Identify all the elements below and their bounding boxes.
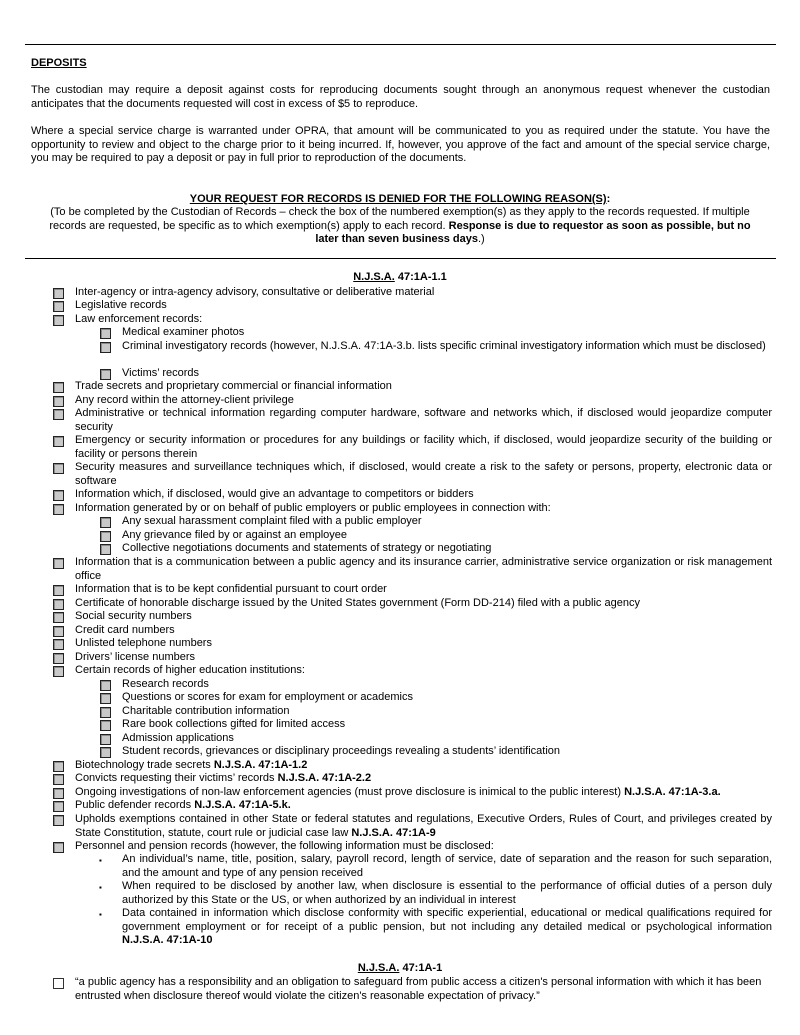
exemption-text: Drivers’ license numbers <box>75 651 196 663</box>
exemption-text: Personnel and pension records (however, the following information must be disclosed: <box>75 840 494 852</box>
exemption-checkbox[interactable] <box>53 558 64 569</box>
exemption-checkbox[interactable] <box>53 504 64 515</box>
exemption-text: Public defender records N.J.S.A. 47:1A-5.k. <box>75 799 291 811</box>
exemption-checkbox[interactable] <box>53 774 64 785</box>
bullet-text: An individual’s name, title, position, salary, payroll record, length of service, date of separation and the reason for such separation, and the amount and type of any pension received <box>122 853 772 879</box>
exemption-checkbox[interactable] <box>53 436 64 447</box>
top-rule <box>25 44 776 45</box>
exemption-text: Information which, if disclosed, would give an advantage to competitors or bidders <box>75 488 474 500</box>
exemption-text: Security measures and surveillance techniques which, if disclosed, would create a risk to the safety or persons, property, electronic data or software <box>75 461 772 487</box>
exemption-text: Research records <box>122 678 209 690</box>
exemption-checkbox[interactable] <box>53 612 64 623</box>
exemption-text: Trade secrets and proprietary commercial or financial information <box>75 380 392 392</box>
bullet-icon: ▪ <box>99 883 102 892</box>
exemption-text: Inter-agency or intra-agency advisory, consultative or deliberative material <box>75 286 435 298</box>
exemption-text: Any grievance filed by or against an employee <box>122 529 348 541</box>
section-statute-label: N.J.S.A. <box>353 271 395 283</box>
exemption-checkbox[interactable] <box>53 815 64 826</box>
exemption-checkbox[interactable] <box>53 626 64 637</box>
exemption-text: Information that is a communication between a public agency and its insurance carrier, administrative service organization or risk management office <box>75 556 772 582</box>
exemption-checkbox[interactable] <box>100 693 111 704</box>
exemption-text: Emergency or security information or procedures for any buildings or facility which, if disclosed, would jeopardize security of the building or facility or persons therein <box>75 434 772 460</box>
exemption-checkbox[interactable] <box>100 328 111 339</box>
exemption-text: Admission applications <box>122 732 234 744</box>
exemption-checkbox[interactable] <box>53 788 64 799</box>
exemption-checkbox[interactable] <box>53 315 64 326</box>
exemption-text: Victims’ records <box>122 367 200 379</box>
bullet-citation: N.J.S.A. 47:1A-10 <box>122 934 213 946</box>
exemption-text: Any record within the attorney-client privilege <box>75 394 294 406</box>
exemption-checkbox[interactable] <box>100 747 111 758</box>
exemption-text: Rare book collections gifted for limited access <box>122 718 346 730</box>
exemption-checkbox[interactable] <box>53 653 64 664</box>
exemption-citation: N.J.S.A. 47:1A-2.2 <box>277 772 372 784</box>
exemption-citation: N.J.S.A. 47:1A-5.k. <box>194 799 291 811</box>
exemption-text: Administrative or technical information regarding computer hardware, software and networks which, if disclosed would jeopardize computer security <box>75 407 772 433</box>
privacy-checkbox[interactable] <box>53 978 64 989</box>
denial-title-colon: : <box>606 193 611 205</box>
exemption-text: Convicts requesting their victims’ records N.J.S.A. 47:1A-2.2 <box>75 772 372 784</box>
exemption-text: Information that is to be kept confidential pursuant to court order <box>75 583 387 595</box>
exemption-text: Collective negotiations documents and statements of strategy or negotiating <box>122 542 492 554</box>
exemption-text: Any sexual harassment complaint filed with a public employer <box>122 515 422 527</box>
exemption-text: Criminal investigatory records (however, N.J.S.A. 47:1A-3.b. lists specific criminal investigatory information which must be disclosed) <box>122 340 766 352</box>
section-title-1 <box>0 962 800 974</box>
exemption-checkbox[interactable] <box>53 585 64 596</box>
privacy-exemption-row <box>0 976 800 1006</box>
exemption-checkbox[interactable] <box>100 734 111 745</box>
exemption-text: Information generated by or on behalf of public employers or public employees in connection with: <box>75 502 551 514</box>
exemption-text: Credit card numbers <box>75 624 175 636</box>
exemption-text: Certificate of honorable discharge issued by the United States government (Form DD-214) filed with a public agency <box>75 597 640 609</box>
denial-instructions-text: (To be completed by the Custodian of Records – check the box of the numbered exemption(s) as they apply to the records requested. If multiple records are requested, be specific as to which exemption(s) apply to each record. <box>49 206 750 232</box>
exemption-checkbox[interactable] <box>53 639 64 650</box>
bullet-icon: ▪ <box>99 856 102 865</box>
exemption-text: Questions or scores for exam for employment or academics <box>122 691 414 703</box>
exemption-checkbox[interactable] <box>53 288 64 299</box>
bullet-text: Data contained in information which disclose conformity with specific experiential, educational or medical qualifications required for government employment or for receipt of a public pension, but not including any detailed medical or psychological information N.J.S.A. 47:1A-10 <box>122 907 772 946</box>
bullet-icon: ▪ <box>99 910 102 919</box>
exemption-checkbox[interactable] <box>53 382 64 393</box>
middle-rule <box>25 258 776 259</box>
exemption-checkbox[interactable] <box>53 842 64 853</box>
section-title-1-1 <box>0 271 800 283</box>
exemption-text: Unlisted telephone numbers <box>75 637 212 649</box>
privacy-exemption-text: “a public agency has a responsibility and an obligation to safeguard from public access a citizen's personal information with which it has been entrusted when disclosure thereof would violate the citizen's reasonable expectation of privacy.” <box>75 976 762 1002</box>
exemption-checkbox[interactable] <box>53 463 64 474</box>
exemption-checkbox[interactable] <box>100 680 111 691</box>
exemption-checkbox[interactable] <box>100 720 111 731</box>
exemption-text: Ongoing investigations of non-law enforcement agencies (must prove disclosure is inimical to the public interest) N.J.S.A. 47:1A-3.a. <box>75 786 721 798</box>
exemption-checkbox[interactable] <box>53 409 64 420</box>
exemption-checkbox[interactable] <box>100 369 111 380</box>
denial-title-text: YOUR REQUEST FOR RECORDS IS DENIED FOR THE FOLLOWING REASON(S) <box>189 193 607 205</box>
section-number: 47:1A-1.1 <box>394 271 447 283</box>
exemption-checkbox[interactable] <box>100 544 111 555</box>
denial-instructions-end: .) <box>477 233 485 246</box>
exemption-text: Social security numbers <box>75 610 192 622</box>
exemption-text: Legislative records <box>75 299 167 311</box>
exemption-checkbox[interactable] <box>100 531 111 542</box>
denial-title <box>40 193 760 207</box>
deposits-paragraph-1: The custodian may require a deposit against costs for reproducing documents sought through an anonymous request whenever the custodian anticipates that the documents requested will cost in excess of $5 to reproduce. <box>31 84 770 110</box>
exemption-text: Biotechnology trade secrets N.J.S.A. 47:1A-1.2 <box>75 759 308 771</box>
denial-deadline-text: Response is due to requestor as soon as possible, but no later than seven business days <box>315 219 751 246</box>
exemption-checkbox[interactable] <box>53 599 64 610</box>
exemption-text: Medical examiner photos <box>122 326 245 338</box>
exemption-citation: N.J.S.A. 47:1A-9 <box>351 826 436 839</box>
section2-statute-label: N.J.S.A. <box>357 962 400 974</box>
exemption-text: Certain records of higher education institutions: <box>75 664 305 676</box>
exemption-checkbox[interactable] <box>100 517 111 528</box>
exemption-checkbox[interactable] <box>53 761 64 772</box>
exemption-text: Charitable contribution information <box>122 705 290 717</box>
exemption-checkbox[interactable] <box>53 396 64 407</box>
exemption-citation: N.J.S.A. 47:1A-3.a. <box>624 786 721 798</box>
exemption-text: Law enforcement records: <box>75 313 203 325</box>
exemption-text: Upholds exemptions contained in other State or federal statutes and regulations, Executive Orders, Rules of Court, and privileges created by State Constitution, statute, court rule or judicial case law N.J.S.A. 47:1A-9 <box>75 813 772 839</box>
denial-instructions <box>40 206 760 247</box>
bullet-text: When required to be disclosed by another law, when disclosure is essential to the performance of official duties of a person duly authorized by this State or the US, or when authorized by an individual in interest <box>122 880 772 906</box>
exemption-text: Student records, grievances or disciplinary proceedings revealing a students’ identification <box>122 745 561 757</box>
exemption-checkbox[interactable] <box>53 490 64 501</box>
exemption-checkbox[interactable] <box>53 801 64 812</box>
exemption-citation: N.J.S.A. 47:1A-1.2 <box>213 759 308 771</box>
exemption-checkbox[interactable] <box>100 342 111 353</box>
deposits-heading: DEPOSITS <box>31 57 87 69</box>
deposits-paragraph-2: Where a special service charge is warranted under OPRA, that amount will be communicated to you as required under the statute. You have the opportunity to review and object to the charge prior to it being incurred. If, however, you approve of the fact and amount of the special service charge, you may be required to pay a deposit or pay in full prior to reproduction of the documents. <box>31 125 770 165</box>
exemption-checkbox[interactable] <box>100 707 111 718</box>
exemption-checkbox[interactable] <box>53 301 64 312</box>
section2-number: 47:1A-1 <box>399 962 443 974</box>
exemption-checkbox[interactable] <box>53 666 64 677</box>
